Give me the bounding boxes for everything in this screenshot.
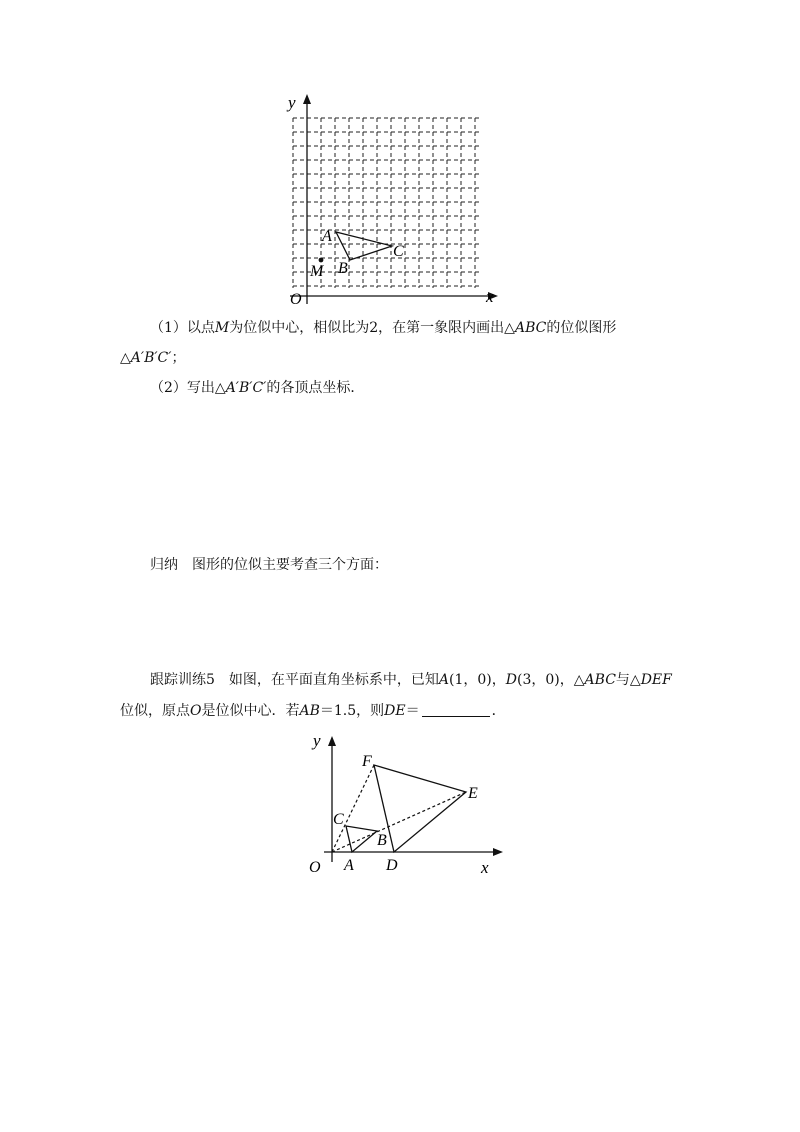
x-axis-label: x <box>481 858 489 877</box>
x-axis-label: x <box>486 287 494 306</box>
x-axis-arrow <box>493 848 503 856</box>
label-e: E <box>468 785 478 802</box>
label-a: A <box>322 228 332 245</box>
label-d: D <box>386 857 398 874</box>
homothety-figure <box>300 728 520 878</box>
y-axis-arrow <box>328 736 336 746</box>
y-axis-arrow <box>303 94 311 104</box>
triangle-def <box>374 765 466 852</box>
question-1-line-1: （1）以点M为位似中心，相似比为2，在第一象限内画出△ABC的位似图形 <box>150 320 617 336</box>
triangle-abc <box>346 826 377 852</box>
label-m: M <box>310 263 324 280</box>
label-b: B <box>338 260 348 277</box>
ray-o-e <box>332 792 466 852</box>
grid-figure <box>280 88 520 308</box>
y-axis-label: y <box>313 731 321 750</box>
label-c: C <box>333 811 344 828</box>
label-c: C <box>393 243 404 260</box>
question-1-line-2: △A′B′C′； <box>120 350 186 366</box>
origin-label: O <box>290 291 302 308</box>
exercise-line-1: 跟踪训练5 如图，在平面直角坐标系中，已知A(1，0)，D(3，0)，△ABC与△DEF <box>150 672 672 688</box>
summary-line: 归纳 图形的位似主要考查三个方面： <box>150 557 388 573</box>
question-2: （2）写出△A′B′C′的各顶点坐标． <box>150 380 365 396</box>
label-a: A <box>344 857 354 874</box>
origin-label: O <box>309 859 321 876</box>
label-f: F <box>362 753 372 770</box>
y-axis-label: y <box>288 93 296 112</box>
exercise-line-2: 位似，原点O是位似中心．若AB＝1.5，则DE＝ ． <box>120 703 506 719</box>
triangle-abc <box>336 232 392 260</box>
point-m <box>319 258 324 263</box>
answer-blank[interactable] <box>422 702 490 717</box>
label-b: B <box>377 832 387 849</box>
